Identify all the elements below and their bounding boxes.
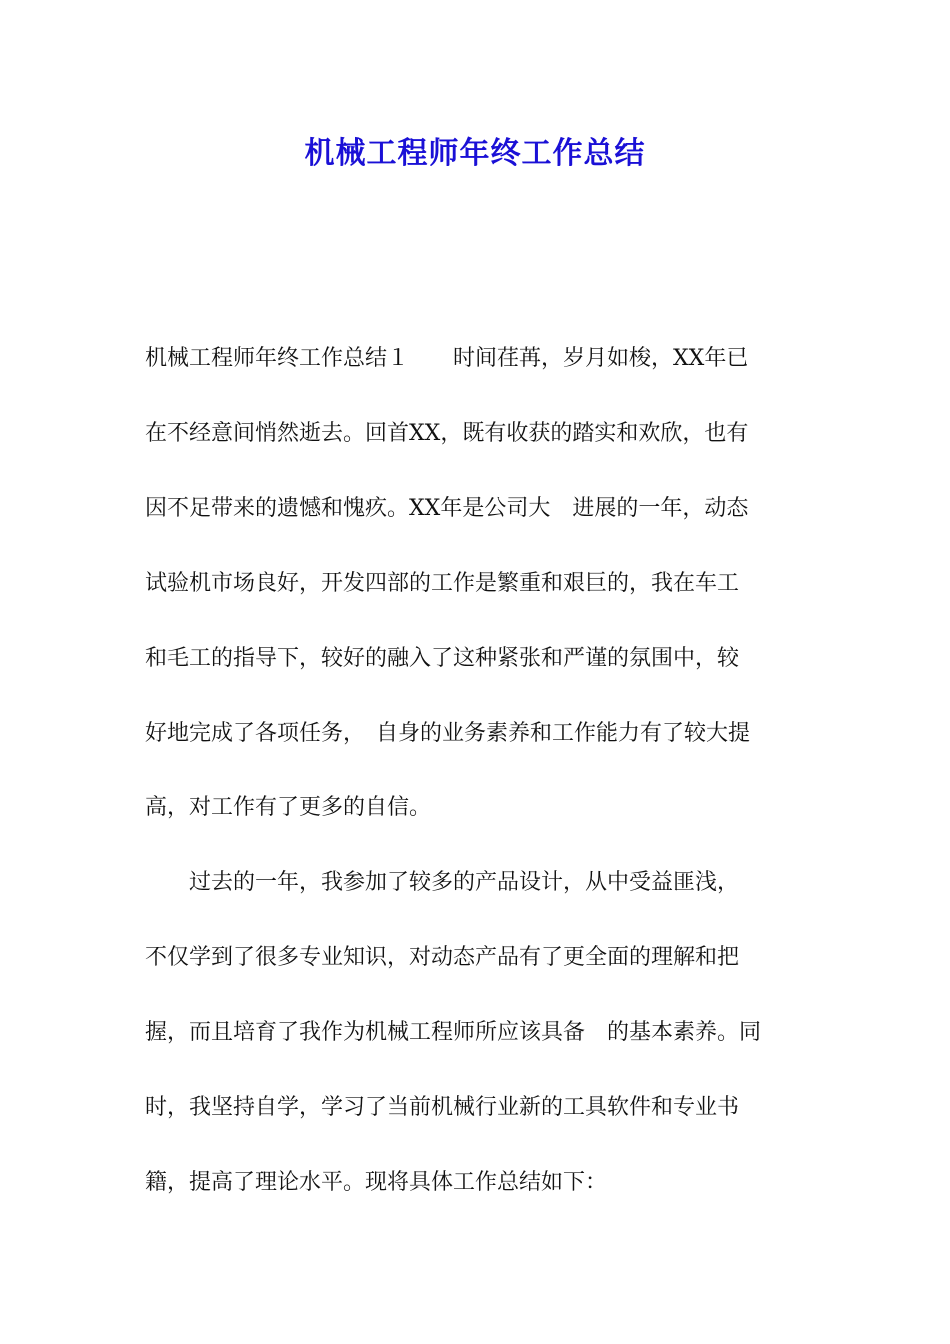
body-line: 和毛工的指导下，较好的融入了这种紧张和严谨的氛围中，较 xyxy=(145,646,740,671)
body-line: 过去的一年，我参加了较多的产品设计，从中受益匪浅， xyxy=(145,870,740,895)
body-line: 不仅学到了很多专业知识，对动态产品有了更全面的理解和把 xyxy=(145,945,740,970)
body-line: 机械工程师年终工作总结１ 时间荏苒，岁月如梭，XX年已 xyxy=(145,346,749,371)
body-line: 在不经意间悄然逝去。回首XX，既有收获的踏实和欢欣，也有 xyxy=(145,421,749,446)
body-line: 因不足带来的遗憾和愧疚。XX年是公司大 进展的一年，动态 xyxy=(145,496,749,521)
body-line: 籍，提高了理论水平。现将具体工作总结如下： xyxy=(145,1170,608,1195)
body-line: 好地完成了各项任务， 自身的业务素养和工作能力有了较大提 xyxy=(145,721,751,746)
body-line: 高，对工作有了更多的自信。 xyxy=(145,795,432,820)
body-line: 时，我坚持自学，学习了当前机械行业新的工具软件和专业书 xyxy=(145,1095,740,1120)
body-line: 试验机市场良好，开发四部的工作是繁重和艰巨的，我在车工 xyxy=(145,571,740,596)
document-title: 机械工程师年终工作总结 xyxy=(304,136,646,171)
body-line: 握，而且培育了我作为机械工程师所应该具备 的基本素养。同 xyxy=(145,1020,762,1045)
